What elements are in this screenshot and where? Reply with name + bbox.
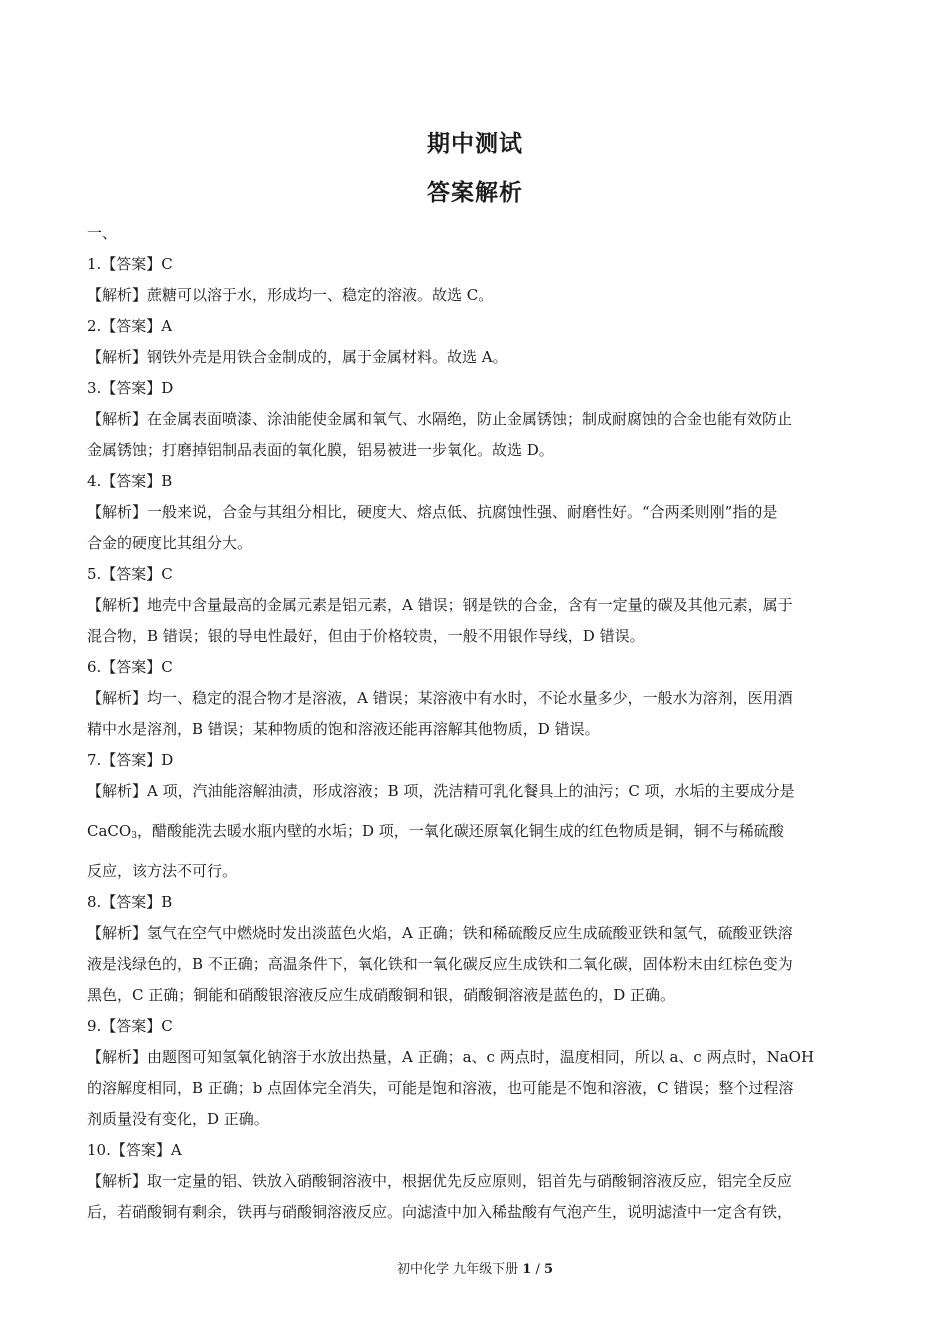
analysis-line: 【解析】由题图可知氢氧化钠溶于水放出热量，A 正确；a、c 两点时，温度相同，所以 a、c 两点时，NaOH	[87, 1048, 815, 1066]
analysis-line-chemical	[87, 807, 865, 856]
answer-line: 2.【答案】A	[87, 317, 173, 335]
answer-content	[87, 218, 865, 1228]
answer-line: 8.【答案】B	[87, 893, 173, 911]
analysis-line: 液是浅绿色的，B 不正确；高温条件下，氧化铁和一氧化碳反应生成铁和二氧化碳，固体粉末由红棕色变为	[87, 955, 793, 973]
analysis-line: 【解析】取一定量的铝、铁放入硝酸铜溶液中，根据优先反应原则，铝首先与硝酸铜溶液反应，铝完全反应	[87, 1172, 793, 1190]
answer-line: 4.【答案】B	[87, 472, 173, 490]
analysis-line: 后，若硝酸铜有剩余，铁再与硝酸铜溶液反应。向滤渣中加入稀盐酸有气泡产生，说明滤渣中一定含有铁，	[87, 1203, 793, 1221]
analysis-line: 【解析】氢气在空气中燃烧时发出淡蓝色火焰，A 正确；铁和稀硫酸反应生成硫酸亚铁和氢气，硫酸亚铁溶	[87, 924, 793, 942]
analysis-line: 【解析】在金属表面喷漆、涂油能使金属和氧气、水隔绝，防止金属锈蚀；制成耐腐蚀的合金也能有效防止	[87, 410, 793, 428]
formula-subscript: 3	[131, 831, 137, 841]
page-separator: /	[535, 1262, 540, 1277]
page-title: 期中测试	[427, 131, 523, 157]
analysis-line: 反应，该方法不可行。	[87, 862, 238, 880]
formula-main: CaCO	[87, 822, 132, 840]
analysis-line: 【解析】地壳中含量最高的金属元素是铝元素，A 错误；钢是铁的合金，含有一定量的碳及其他元素，属于	[87, 596, 793, 614]
page-total: 5	[543, 1262, 554, 1277]
analysis-line: 【解析】钢铁外壳是用铁合金制成的，属于金属材料。故选 A。	[87, 348, 508, 366]
analysis-line: 合金的硬度比其组分大。	[87, 534, 253, 552]
analysis-line: 的溶解度相同，B 正确；b 点固体完全消失，可能是饱和溶液，也可能是不饱和溶液，C 错误；整个过程溶	[87, 1079, 794, 1097]
analysis-line: 混合物，B 错误；银的导电性最好，但由于价格较贵，一般不用银作导线，D 错误。	[87, 627, 645, 645]
page-footer	[0, 1258, 950, 1277]
chemical-formula	[87, 816, 137, 847]
answer-line: 6.【答案】C	[87, 658, 173, 676]
analysis-line: 黑色，C 正确；铜能和硝酸银溶液反应生成硝酸铜和银，硝酸铜溶液是蓝色的，D 正确。	[87, 986, 676, 1004]
answer-line: 3.【答案】D	[87, 379, 174, 397]
footer-text: 初中化学 九年级下册	[396, 1262, 519, 1277]
answer-line: 1.【答案】C	[87, 255, 173, 273]
answer-line: 7.【答案】D	[87, 751, 174, 769]
analysis-line: 剂质量没有变化，D 正确。	[87, 1110, 269, 1128]
analysis-text: ，醋酸能洗去暖水瓶内壁的水垢；D 项，一氧化碳还原氧化铜生成的红色物质是铜，铜不与稀硫酸	[136, 822, 784, 840]
page-number: 1	[522, 1262, 532, 1277]
answer-line: 10.【答案】A	[87, 1141, 182, 1159]
page-subtitle: 答案解析	[427, 180, 523, 206]
analysis-line: 【解析】均一、稳定的混合物才是溶液，A 错误；某溶液中有水时，不论水量多少，一般水为溶剂，医用酒	[87, 689, 793, 707]
answer-line: 9.【答案】C	[87, 1017, 173, 1035]
analysis-line: 金属锈蚀；打磨掉铝制品表面的氧化膜，铝易被进一步氧化。故选 D。	[87, 441, 554, 459]
section-label: 一、	[87, 224, 118, 242]
answer-line: 5.【答案】C	[87, 565, 173, 583]
analysis-line: 【解析】A 项，汽油能溶解油渍，形成溶液；B 项，洗洁精可乳化餐具上的油污；C 项，水垢的主要成分是	[87, 782, 795, 800]
analysis-line: 【解析】蔗糖可以溶于水，形成均一、稳定的溶液。故选 C。	[87, 286, 494, 304]
analysis-line: 精中水是溶剂，B 错误；某种物质的饱和溶液还能再溶解其他物质，D 错误。	[87, 720, 600, 738]
analysis-line: 【解析】一般来说，合金与其组分相比，硬度大、熔点低、抗腐蚀性强、耐磨性好。“合两柔则刚”指的是	[87, 503, 778, 521]
